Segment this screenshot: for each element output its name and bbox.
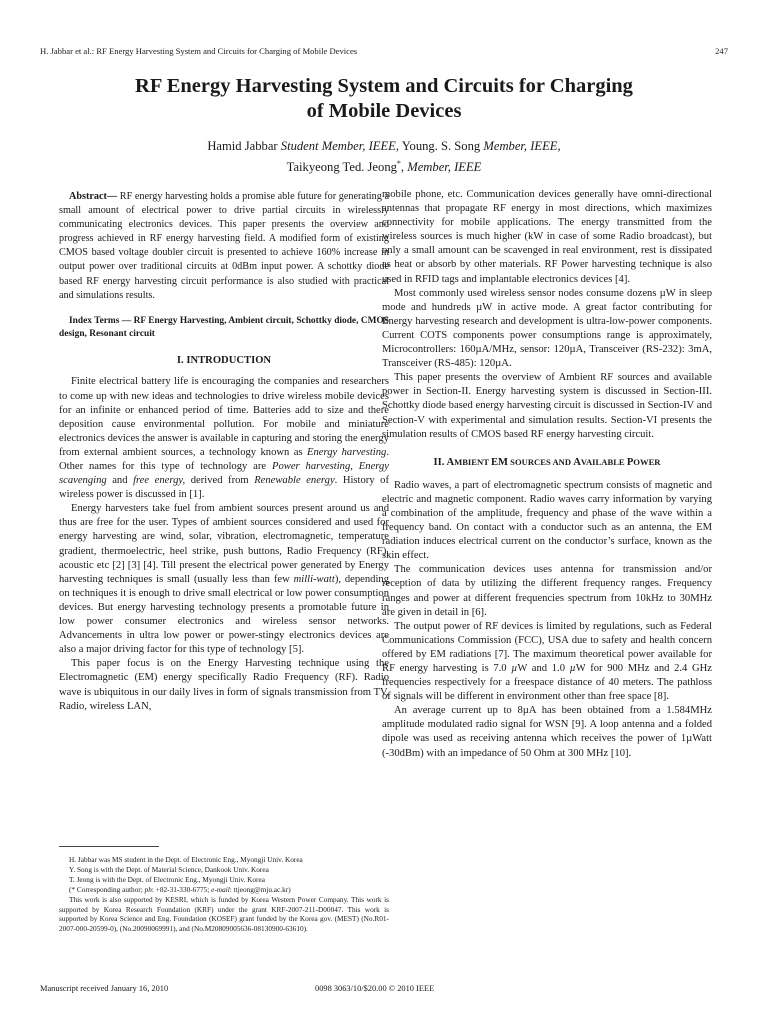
right-paragraph-4: Radio waves, a part of electromagnetic spectrum consists of magnetic and electric and magnetic component. Radio waves carry information by varying a combination of the amplitude, frequency and phase of the wave within a frequency band. On contact with a conductor such as an antenna, the EM radiation induces electrical current on the conductor’s surface, known as the skin effect. [382,479,712,562]
copyright-line: 0098 3063/10/$20.00 © 2010 IEEE [315,984,435,993]
footnote-affiliation-3: T. Jeong is with the Dept. of Electronic Eng., Myongji Univ. Korea [69,874,265,884]
page-footer [40,984,728,993]
footnote-contact: (* Corresponding author; ph: +82-31-330-6775; e-mail: ttjeong@mju.ac.kr) [69,884,291,894]
paper-title-line-1: RF Energy Harvesting System and Circuits for Charging [135,75,633,97]
footnote-funding: This work is also supported by KESRI, which is funded by Korea Western Power Company. This work is supported by Korea Research Foundation (KRF) under the grant KRF-2007-211-D00047. This work is supported by Korea Science and Eng. Foundation (KOSEF) grant funded by the Korea gov. (MEST) (No.R01-2007-000-20599-0), (No.20090069991), and (No.M20809005636-08130900-63610). [59,894,389,934]
right-paragraph-6: The output power of RF devices is limited by regulations, such as Federal Communications Commission (FCC), USA due to safety and health concern offered by EM radiations [7]. The maximum theoretical power available for RF energy harvesting is 7.0 µW and 1.0 µW for 900 MHz and 2.4 GHz frequencies respectively for a freespace distance of 40 meters. The pathloss of signals will be different in environment other than free space [8]. [382,620,712,703]
footnotes [59,855,389,934]
author-line-2: Taikyeong Ted. Jeong*, Member, IEEE [286,159,482,175]
author-2-role: Member, IEEE, [483,139,561,153]
left-column [59,190,389,714]
corresponding-author-mark: * [396,159,401,168]
footnote-affiliation-2: Y. Song is with the Dept. of Material Science, Dankook Univ. Korea [69,864,269,874]
author-1-name: Hamid Jabbar [207,139,278,153]
footnote-rule [59,846,159,847]
abstract-text: RF energy harvesting holds a promise able future for generating a small amount of electrical power to drive partial circuits in wirelessly communicating electronics devices. This paper presents the overview and progress achieved in RF energy harvesting field. A modified form of existing CMOS based voltage doubler circuit is presented to achieve 160% increase in output power over traditional circuits at 0dBm input power. A schottky diode based RF energy harvesting circuit performance is also studied with practical and simulations results. [59,191,389,301]
author-line-1: Hamid Jabbar Student Member, IEEE, Young. S. Song Member, IEEE, [207,139,561,153]
running-head [40,46,728,56]
author-2-name: Young. S. Song [401,139,481,153]
right-column [382,188,712,761]
author-1-role: Student Member, IEEE [280,139,396,153]
running-head-title: H. Jabbar et al.: RF Energy Harvesting System and Circuits for Charging of Mobile Devices [40,46,358,56]
footnote-affiliation-1: H. Jabbar was MS student in the Dept. of Electronic Eng., Myongji Univ. Korea [69,855,303,864]
right-paragraph-2: Most commonly used wireless sensor nodes consume dozens µW in sleep mode and hundreds µW in active mode. A great factor contributing for Energy harvesting research and development is ultra-low-power components. Current COTS components power consumptions range is approximately, Microcontrollers: 160µA/MHz, sensor: 120µA, Transceiver (RS-232): 3mA, Transceiver (RS-485): 120µA. [382,287,712,370]
index-terms: Index Terms — RF Energy Harvesting, Ambient circuit, Schottky diode, CMOS design, Resonant circuit [59,315,389,339]
right-paragraph-1: mobile phone, etc. Communication devices generally have omni-directional antennas that propagate RF energy in most directions, which maximizes connectivity for mobile applications. The energy transmitted from the wireless sources is much higher (kW in case of some Radio broadcast), but only a small amount can be scavenged in real environment, rest is dissipated as heat or absorb by other materials. RF Power harvesting technique is also used in RFID tags and implantable electronics devices [4]. [382,189,712,285]
author-list [60,137,708,176]
manuscript-received-note: Manuscript received January 16, 2010 [40,984,169,993]
intro-paragraph-1: Finite electrical battery life is encouraging the companies and researchers to come up with new ideas and technologies to drive wireless mobile devices for an infinite or enhanced period of time. Batteries add to size and there deposition cause environmental pollution. For mobile and miniature electronics devices the answer is available in capturing and storing the energy from external ambient sources, a technology known as Energy harvesting. Other names for this type of technology are Power harvesting, Energy scavenging and free energy, derived from Renewable energy. History of wireless power is discussed in [1]. [59,376,389,501]
paper-title-line-2: of Mobile Devices [306,100,462,122]
author-3-name: Taikyeong Ted. Jeong [286,160,397,175]
abstract-label: Abstract— [69,191,118,202]
intro-paragraph-2: Energy harvesters take fuel from ambient sources present around us and thus are free for the user. Types of ambient sources considered and used for energy harvesting are wind, solar, vibration, electromagnetic, temperature gradient, thermoelectric, heel strike, push buttons, Radio Frequency (RF), acoustic etc [2] [3] [4]. Till present the electrical power generated by Energy harvesting techniques is small (usually less than few milli-watt), depending on techniques it is enough to drive small electrical or low power consumption devices. But energy harvesting technology presents a promotable future in low power consumer electronics and wireless sensor networks. Advancements in ultra low power or power-stingy electronics devices are also a major driving factor for this type of technology [5]. [59,503,389,656]
right-paragraph-3: This paper presents the overview of Ambient RF sources and available power in Section-II. Energy harvesting system is discussed in Section-III. Schottky diode based energy harvesting circuit is discussed in Section-IV and Section-V with experimental and simulation results. Section-VI presents the simulation results of CMOS based RF energy harvesting circuit. [382,372,712,440]
abstract [59,190,389,303]
intro-paragraph-3: This paper focus is on the Energy Harvesting technique using the Electromagnetic (EM) energy specifically Radio Frequency (RF). Radio wave is ubiquitous in our daily lives in form of signals transmission from TV, Radio, wireless LAN, [59,658,389,712]
section-1-heading: I. INTRODUCTION [176,355,272,367]
page-number: 247 [715,46,728,56]
author-3-role: Member, IEEE [407,160,482,175]
right-paragraph-7: An average current up to 8µA has been obtained from a 1.584MHz amplitude modulated radio signal for WSN [9]. A loop antenna and a folded dipole was used as receiving antenna which receives the power of 1µWatt (-30dBm) with an impedance of 50 Ohm at 300 MHz [10]. [382,705,712,759]
section-2-heading: II. AMBIENT EM SOURCES AND AVAILABLE POWER [433,456,661,468]
right-paragraph-5: The communication devices uses antenna for transmission and/or reception of data by utilizing the different frequency ranges. Frequency ranges and power at different frequencies spectrum from 10kHz to 30MHz are given in detail in [6]. [382,564,712,618]
paper-title [60,74,708,124]
